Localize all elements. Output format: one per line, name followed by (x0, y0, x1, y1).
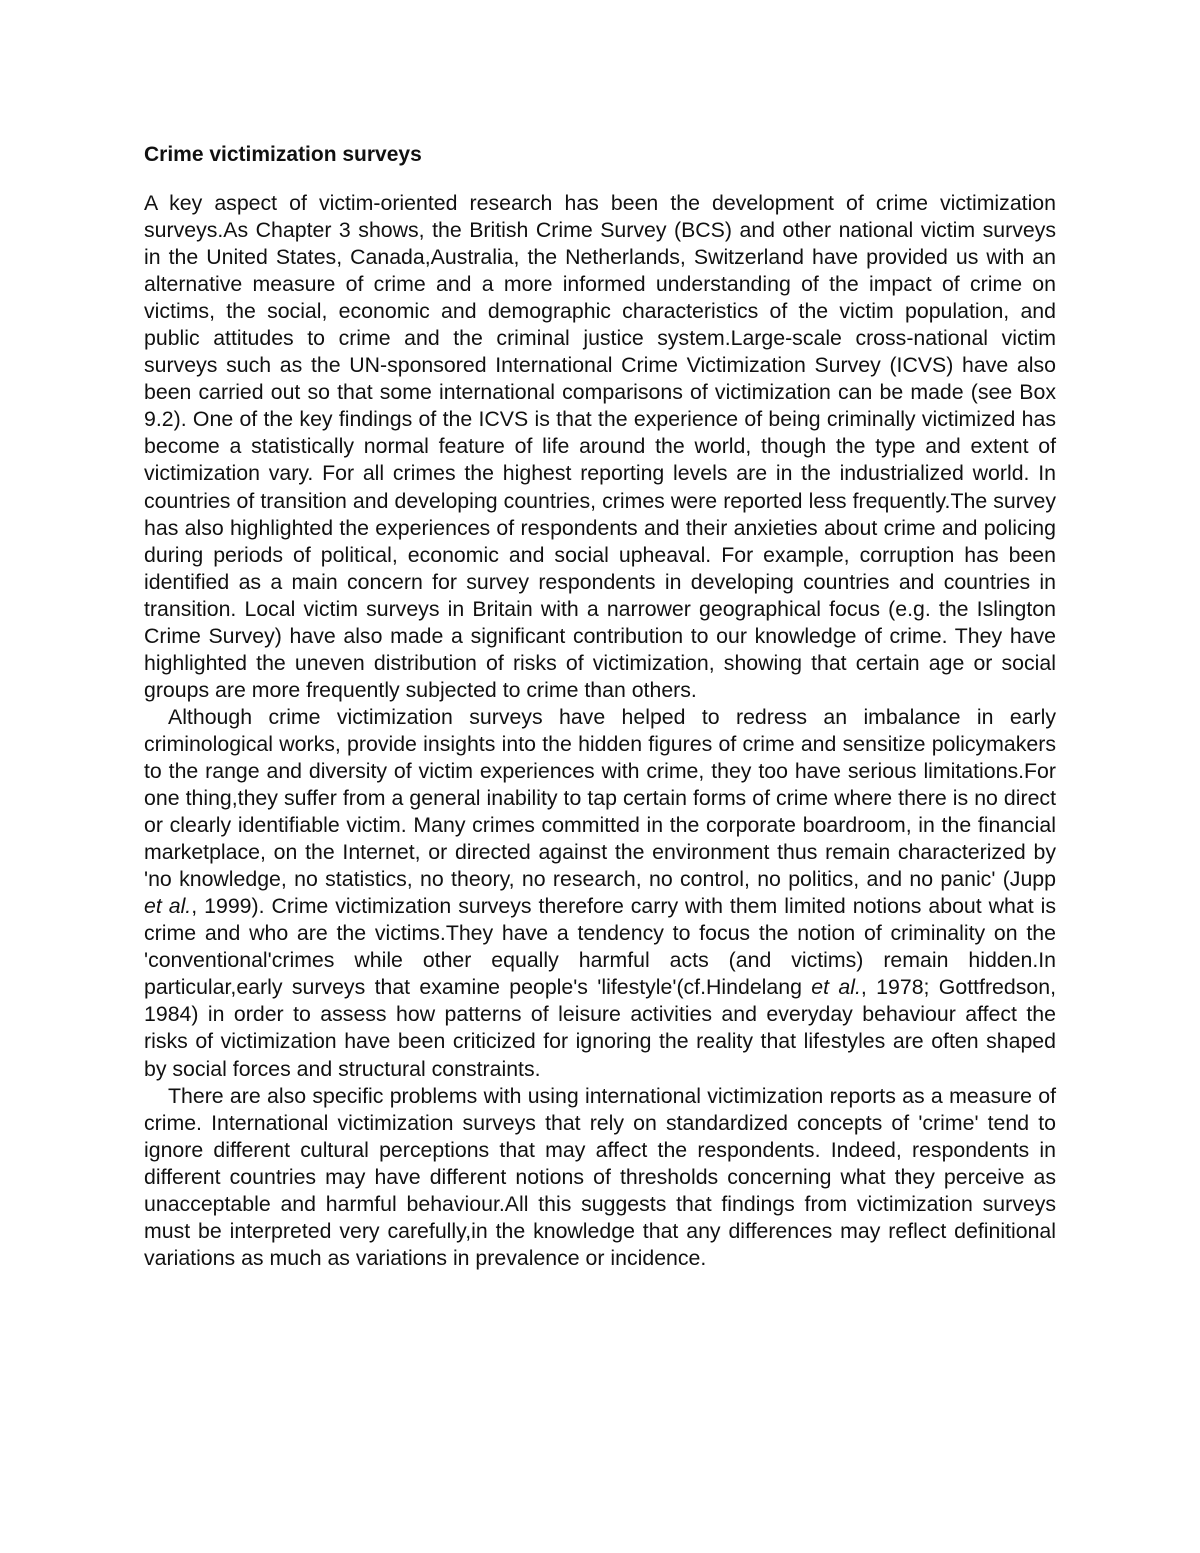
paragraph-text: There are also specific problems with using international victimization reports as a measure of crime. International victimization surveys that rely on standardized concepts of 'crime' tend to ignore different cultural perceptions that may affect the respondents. Indeed, respondents in different countries may have different notions of thresholds concerning what they perceive as unacceptable and harmful behaviour.All this suggests that findings from victimization surveys must be interpreted very carefully,in the knowledge that any differences may reflect definitional variations as much as variations in prevalence or incidence. (144, 1083, 1056, 1270)
paragraph-2 (144, 704, 1056, 1083)
paragraph-1 (144, 190, 1056, 704)
document-page (144, 140, 1056, 1272)
paragraph-text: , 1999). Crime victimization surveys therefore carry with them limited notions about what is crime and who are the victims.They have a tendency to focus the notion of criminality on the 'conventional'crimes while other equally harmful acts (and victims) remain hidden.In particular,early surveys that examine people's 'lifestyle'(cf.Hindelang (144, 894, 1056, 1000)
citation-et-al: et al. (144, 894, 192, 919)
paragraph-text: , 1978; Gottfredson, 1984) in order to assess how patterns of leisure activities and everyday behaviour affect the risks of victimization have been criticized for ignoring the reality that lifestyles are often shaped by social forces and structural constraints. (144, 975, 1056, 1081)
paragraph-3 (144, 1083, 1056, 1272)
citation-et-al: et al. (811, 975, 861, 1000)
paragraph-text: A key aspect of victim-oriented research has been the development of crime victimization surveys.As Chapter 3 shows, the British Crime Survey (BCS) and other national victim surveys in the United States, Canada,Australia, the Netherlands, Switzerland have provided us with an alternative measure of crime and a more informed understanding of the impact of crime on victims, the social, economic and demographic characteristics of the victim population, and public attitudes to crime and the criminal justice system.Large-scale cross-national victim surveys such as the UN-sponsored International Crime Victimization Survey (ICVS) have also been carried out so that some international comparisons of victimization can be made (see Box 9.2). One of the key findings of the ICVS is that the experience of being criminally victimized has become a statistically normal feature of life around the world, though the type and extent of victimization vary. For all crimes the highest reporting levels are in the industrialized world. In countries of transition and developing countries, crimes were reported less frequently.The survey has also highlighted the experiences of respondents and their anxieties about crime and policing during periods of political, economic and social upheaval. For example, corruption has been identified as a main concern for survey respondents in developing countries and countries in transition. Local victim surveys in Britain with a narrower geographical focus (e.g. the Islington Crime Survey) have also made a significant contribution to our knowledge of crime. They have highlighted the uneven distribution of risks of victimization, showing that certain age or social groups are more frequently subjected to crime than others. (144, 191, 1056, 702)
page-title: Crime victimization surveys (144, 143, 422, 166)
paragraph-text: Although crime victimization surveys have helped to redress an imbalance in early criminological works, provide insights into the hidden figures of crime and sensitize policymakers to the range and diversity of victim experiences with crime, they too have serious limitations.For one thing,they suffer from a general inability to tap certain forms of crime where there is no direct or clearly identifiable victim. Many crimes committed in the corporate boardroom, in the financial marketplace, on the Internet, or directed against the environment thus remain characterized by 'no knowledge, no statistics, no theory, no research, no control, no politics, and no panic' (Jupp (144, 704, 1056, 892)
